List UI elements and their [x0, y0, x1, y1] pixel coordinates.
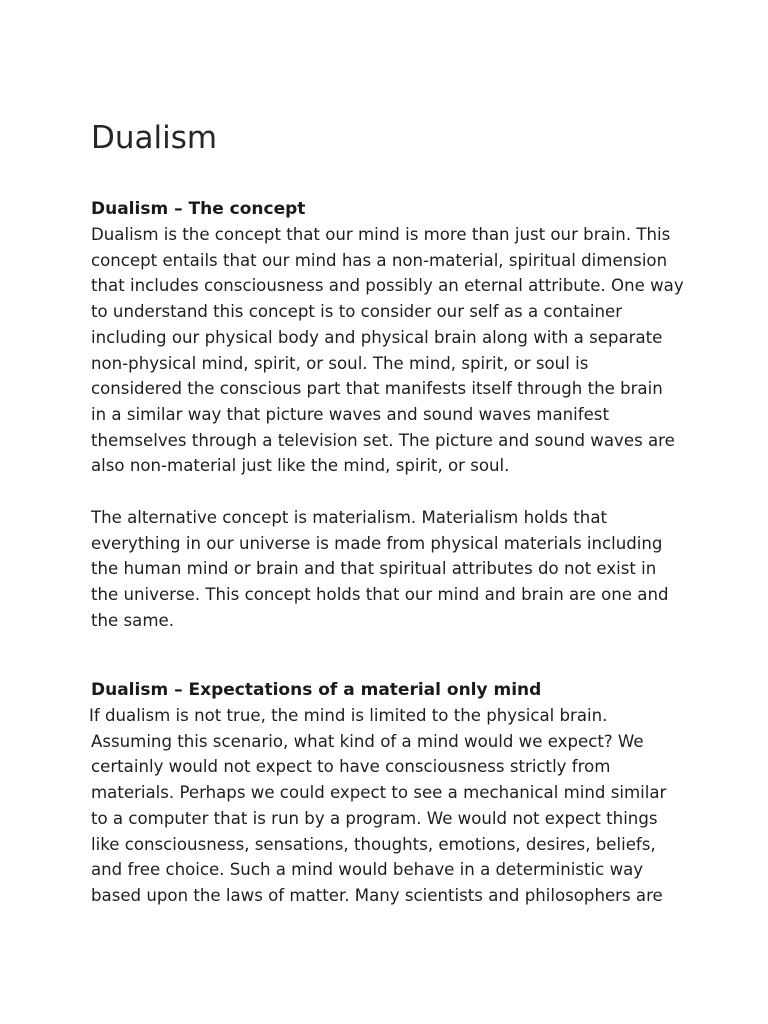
text-line: also non-material just like the mind, spirit, or soul.: [91, 456, 510, 476]
text-line: materials. Perhaps we could expect to see a mechanical mind similar: [91, 783, 667, 803]
text-line: the same.: [91, 610, 174, 630]
text-line: the human mind or brain and that spiritual attributes do not exist in: [91, 559, 657, 579]
section-heading: Dualism – Expectations of a material only mind: [91, 680, 542, 700]
text-line: the universe. This concept holds that our mind and brain are one and: [91, 585, 669, 605]
section-expectations: [91, 677, 666, 909]
text-line: that includes consciousness and possibly an eternal attribute. One way: [91, 276, 684, 296]
text-line: to a computer that is run by a program. We would not expect things: [91, 808, 658, 828]
text-line: considered the conscious part that manifests itself through the brain: [91, 379, 663, 399]
text-line: to understand this concept is to consider our self as a container: [91, 302, 623, 322]
text-line: everything in our universe is made from physical materials including: [91, 533, 663, 553]
section-paragraph: [91, 703, 666, 909]
text-line: themselves through a television set. The picture and sound waves are: [91, 430, 675, 450]
text-line: non-physical mind, spirit, or soul. The mind, spirit, or soul is: [91, 353, 589, 373]
page-title: Dualism: [91, 120, 218, 156]
text-line: concept entails that our mind has a non-material, spiritual dimension: [91, 250, 668, 270]
text-line: in a similar way that picture waves and sound waves manifest: [91, 404, 609, 424]
text-line: The alternative concept is materialism. Materialism holds that: [91, 508, 608, 527]
text-line: Dualism is the concept that our mind is more than just our brain. This: [91, 225, 671, 244]
text-line: If dualism is not true, the mind is limited to the physical brain.: [89, 706, 608, 725]
text-line: certainly would not expect to have consciousness strictly from: [91, 757, 611, 777]
section-paragraph: [91, 505, 669, 634]
section-heading: Dualism – The concept: [91, 199, 306, 219]
materialism-paragraph: [91, 505, 669, 634]
text-line: including our physical body and physical brain along with a separate: [91, 327, 663, 347]
text-line: Assuming this scenario, what kind of a mind would we expect? We: [91, 731, 644, 751]
text-line: like consciousness, sensations, thoughts, emotions, desires, beliefs,: [91, 834, 656, 854]
section-concept: [91, 196, 684, 479]
text-line: based upon the laws of matter. Many scientists and philosophers are: [91, 885, 663, 905]
text-line: and free choice. Such a mind would behave in a deterministic way: [91, 860, 644, 880]
section-paragraph: [91, 222, 684, 479]
